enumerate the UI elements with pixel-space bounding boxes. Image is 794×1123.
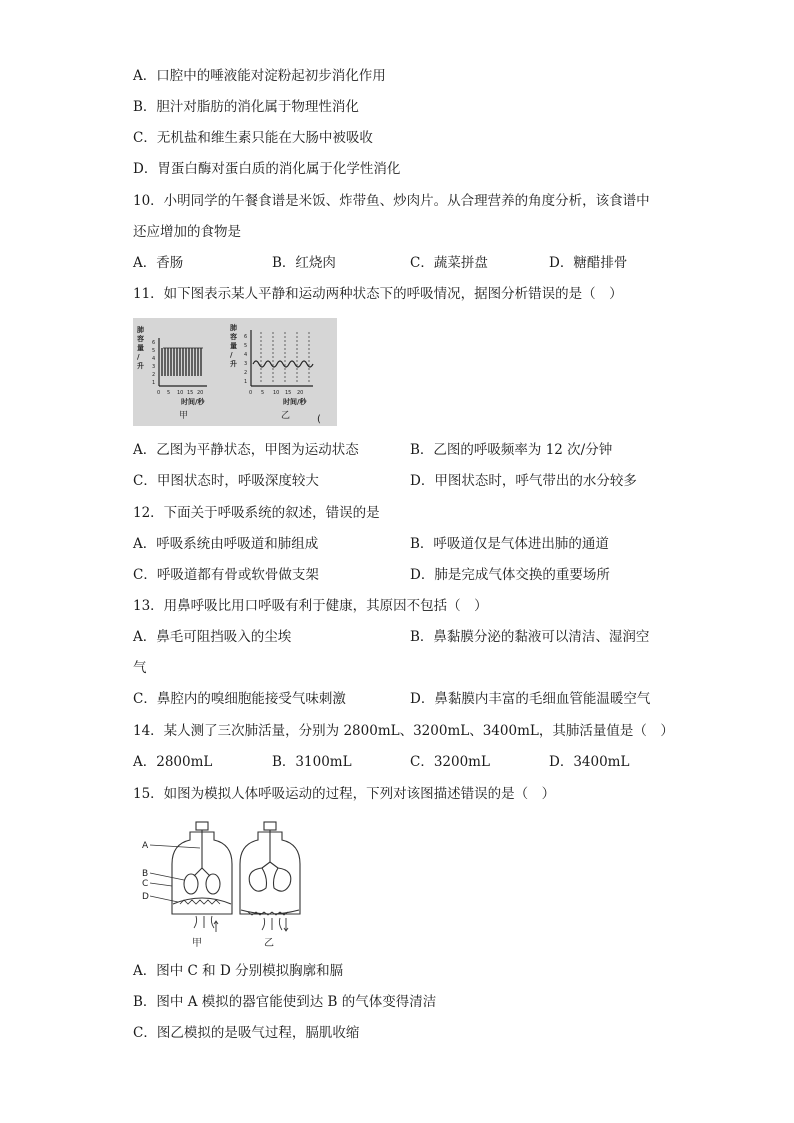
left-caption: 甲	[179, 411, 189, 421]
left-ytick-5: 5	[152, 348, 156, 354]
q12-option-b: B．呼吸道仅是气体进出肺的通道	[410, 536, 609, 552]
q9-option-a: A．口腔中的唾液能对淀粉起初步消化作用	[133, 68, 386, 84]
q15-option-a: A．图中 C 和 D 分别模拟胸廓和膈	[133, 963, 344, 979]
right-xtick-0: 0	[249, 390, 253, 396]
left-bronchi	[194, 868, 210, 876]
right-ylabel-3: 量	[230, 342, 237, 350]
right-xtick-10: 10	[273, 390, 280, 396]
right-bell-jar	[240, 822, 300, 931]
left-ylabel-3: 量	[137, 344, 144, 352]
right-lung-1	[249, 868, 266, 891]
right-ytick-4: 4	[244, 352, 248, 358]
q14-option-a: A．2800mL	[133, 754, 213, 770]
right-arrow	[284, 918, 288, 931]
q12-option-c: C．呼吸道都有骨或软骨做支架	[133, 567, 319, 583]
pointer-c	[150, 883, 172, 886]
q14-option-c: C．3200mL	[410, 754, 490, 770]
left-membrane-texture	[180, 900, 220, 904]
label-c: C	[142, 879, 149, 889]
right-ylabel-4: /	[230, 351, 233, 359]
left-ylabel-1: 肺	[137, 326, 144, 334]
q13-option-b-wrap: 气	[133, 660, 147, 676]
right-xtick-15: 15	[285, 390, 292, 396]
q14-option-d: D．3400mL	[549, 754, 630, 770]
right-bronchi	[262, 862, 278, 868]
q13-option-c: C．鼻腔内的嗅细胞能接受气味刺激	[133, 691, 346, 707]
right-ylabel-5: 升	[230, 360, 237, 368]
left-xtick-0: 0	[157, 390, 161, 396]
q13-option-a: A．鼻毛可阻挡吸入的尘埃	[133, 629, 292, 645]
right-ytick-2: 2	[244, 370, 248, 376]
right-jar-caption: 乙	[264, 938, 274, 949]
q10-option-d: D．糖醋排骨	[549, 255, 628, 271]
q11-option-b: B．乙图的呼吸频率为 12 次/分钟	[410, 442, 613, 458]
q12-stem: 12．下面关于呼吸系统的叙述，错误的是	[133, 505, 380, 521]
q11-breathing-figure	[133, 318, 337, 426]
left-ylabel-2: 容	[137, 335, 144, 343]
pointer-b	[150, 873, 184, 880]
right-stopper	[264, 822, 276, 830]
q10-option-b: B．红烧肉	[272, 255, 336, 271]
right-ylabel-2: 容	[230, 333, 237, 341]
right-lung-2	[274, 868, 291, 891]
left-lung-1	[184, 874, 198, 894]
label-b: B	[142, 869, 149, 879]
part-labels	[142, 841, 200, 902]
pointer-d	[150, 896, 178, 902]
left-pull-strings	[194, 916, 214, 928]
left-ytick-4: 4	[152, 356, 156, 362]
q12-option-a: A．呼吸系统由呼吸道和肺组成	[133, 536, 319, 552]
left-lung-2	[206, 874, 220, 894]
right-xtick-5: 5	[261, 390, 265, 396]
q15-stem: 15．如图为模拟人体呼吸运动的过程，下列对该图描述错误的是（ ）	[133, 786, 556, 802]
left-ylabel-4: /	[137, 353, 140, 361]
q14-option-b: B．3100mL	[272, 754, 352, 770]
left-xtick-15: 15	[187, 390, 194, 396]
q15-option-c: C．图乙模拟的是吸气过程，膈肌收缩	[133, 1025, 360, 1041]
left-xlabel: 时间/秒	[181, 398, 205, 406]
left-arrow	[214, 921, 218, 932]
left-ytick-6: 6	[152, 340, 156, 346]
q9-option-b: B．胆汁对脂肪的消化属于物理性消化	[133, 99, 359, 115]
left-xtick-20: 20	[197, 390, 204, 396]
right-caption: 乙	[281, 411, 291, 421]
left-xtick-10: 10	[177, 390, 184, 396]
left-ytick-2: 2	[152, 372, 156, 378]
q11-stem: 11．如下图表示某人平静和运动两种状态下的呼吸情况，据图分析错误的是（ ）	[133, 286, 623, 302]
q10-stem: 10．小明同学的午餐食谱是米饭、炸带鱼、炒肉片。从合理营养的角度分析，该食谱中	[133, 193, 650, 209]
left-jar-caption: 甲	[192, 938, 202, 949]
right-ytick-3: 3	[244, 361, 248, 367]
q10-stem-continued: 还应增加的食物是	[133, 224, 241, 240]
q14-stem: 14．某人测了三次肺活量，分别为 2800mL、3200mL、3400mL，其肺活量值是（ ）	[133, 723, 674, 739]
right-ytick-6: 6	[244, 334, 248, 340]
right-xlabel: 时间/秒	[283, 398, 307, 406]
label-d: D	[142, 892, 149, 902]
pointer-a	[150, 845, 200, 848]
q15-option-b: B．图中 A 模拟的器官能使到达 B 的气体变得清洁	[133, 994, 437, 1010]
left-stopper	[196, 822, 208, 830]
left-diaphragm-membrane	[173, 898, 231, 904]
right-ytick-5: 5	[244, 343, 248, 349]
left-ytick-3: 3	[152, 364, 156, 370]
q11-option-c: C．甲图状态时，呼吸深度较大	[133, 473, 319, 489]
stray-mark: (	[317, 414, 321, 425]
right-pull-strings	[262, 918, 282, 930]
left-xtick-5: 5	[167, 390, 171, 396]
q11-option-a: A．乙图为平静状态，甲图为运动状态	[133, 442, 359, 458]
q15-bell-jar-figure	[140, 818, 320, 952]
q13-option-d: D．鼻黏膜内丰富的毛细血管能温暖空气	[410, 691, 651, 707]
right-ytick-1: 1	[244, 379, 248, 385]
left-ytick-1: 1	[152, 380, 156, 386]
q13-option-b: B．鼻黏膜分泌的黏液可以清洁、湿润空	[410, 629, 650, 645]
q11-option-d: D．甲图状态时，呼气带出的水分较多	[410, 473, 637, 489]
left-bell-jar	[172, 822, 232, 932]
right-ylabel-1: 肺	[230, 324, 237, 332]
q9-option-d: D．胃蛋白酶对蛋白质的消化属于化学性消化	[133, 161, 401, 177]
q13-stem: 13．用鼻呼吸比用口呼吸有利于健康，其原因不包括（ ）	[133, 598, 488, 614]
q12-option-d: D．肺是完成气体交换的重要场所	[410, 567, 610, 583]
q10-option-c: C．蔬菜拼盘	[410, 255, 488, 271]
left-ylabel-5: 升	[137, 362, 144, 370]
q10-option-a: A．香肠	[133, 255, 184, 271]
label-a: A	[142, 841, 149, 851]
q9-option-c: C．无机盐和维生素只能在大肠中被吸收	[133, 130, 373, 146]
right-xtick-20: 20	[297, 390, 304, 396]
